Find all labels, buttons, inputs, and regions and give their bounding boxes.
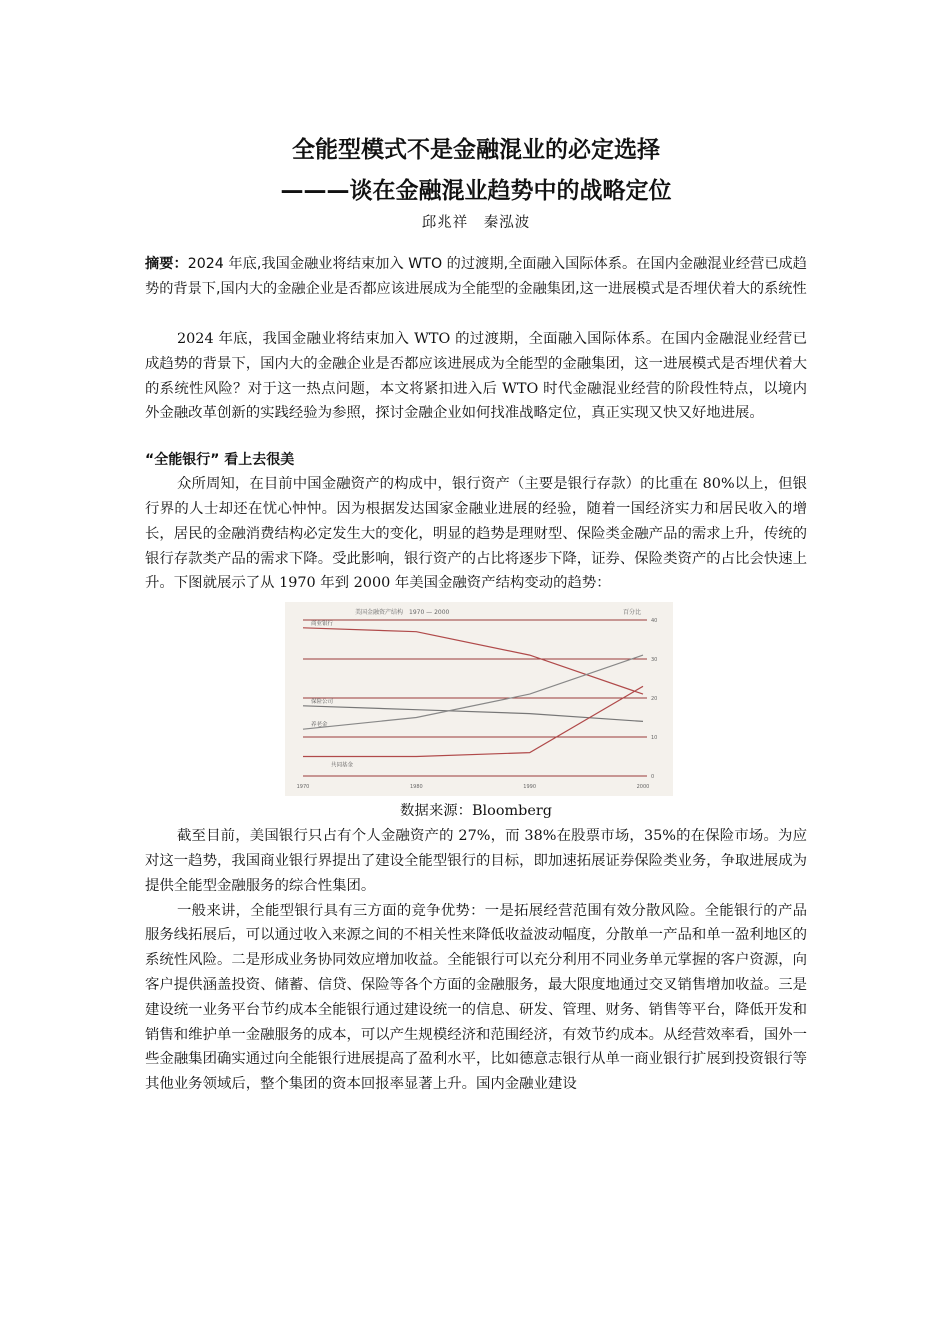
- series-label: 保险公司: [311, 698, 334, 705]
- x-tick-label: 1970: [296, 784, 310, 791]
- paragraph-3: 一般来讲，全能型银行具有三方面的竞争优势：一是拓展经营范围有效分散风险。全能银行的产品服务线拓展后，可以通过收入来源之间的不相关性来降低收益波动幅度，分散单一产品和单一盈利地区的系统性风险。二是形成业务协同效应增加收益。全能银行可以充分利用不同业务单元掌握的客户资源，向客户提供涵盖投资、储蓄、信贷、保险等各个方面的金融服务，最大限度地通过交叉销售增加收益。三是建设统一业务平台节约成本全能银行通过建设统一的信息、研发、管理、财务、销售等平台，降低开发和销售和维护单一金融服务的成本，可以产生规模经济和范围经济，有效节约成本。从经营效率看，国外一些金融集团确实通过向全能银行进展提高了盈利水平，比如德意志银行从单一商业银行扩展到投资银行等其他业务领域后，整个集团的资本回报率显著上升。国内金融业建设: [145, 902, 807, 1093]
- chart-svg: [285, 602, 673, 796]
- document-content: [145, 128, 807, 1097]
- figure-caption: 数据来源：Bloomberg: [400, 803, 552, 820]
- abstract-label: 摘要：: [145, 256, 188, 272]
- authors: 邱兆祥 秦泓波: [421, 215, 531, 231]
- y-tick-label: 10: [651, 735, 658, 742]
- abstract-text: 2024 年底,我国金融业将结束加入 WTO 的过渡期,全面融入国际体系。在国内金融混业经营已成趋势的背景下,国内大的金融企业是否都应该进展成为全能型的金融集团,这一进展模式是否埋伏着大的系统性: [145, 256, 807, 297]
- paragraph-2: 截至目前，美国银行只占有个人金融资产的 27%，而 38%在股票市场，35%的在保险市场。为应对这一趋势，我国商业银行界提出了建设全能型银行的目标，即加速拓展证券保险类业务，争取进展成为提供全能型金融服务的综合性集团。: [145, 828, 807, 894]
- section-heading: “全能银行” 看上去很美: [145, 452, 295, 469]
- page-title: 全能型模式不是金融混业的必定选择: [292, 137, 660, 163]
- chart-unit: 百分比: [623, 609, 642, 617]
- y-tick-label: 40: [651, 618, 658, 625]
- x-tick-label: 1980: [409, 784, 423, 791]
- series-label: 商业银行: [311, 620, 334, 627]
- x-tick-label: 2000: [636, 784, 650, 791]
- series-label: 养老金: [311, 722, 328, 729]
- y-tick-label: 20: [651, 696, 658, 703]
- paragraph-1: 众所周知，在目前中国金融资产的构成中，银行资产（主要是银行存款）的比重在 80%以上，但银行界的人士却还在忧心忡忡。因为根据发达国家金融业进展的经验，随着一国经济实力和居民收入的增长，居民的金融消费结构必定发生大的变化，明显的趋势是理财型、保险类金融产品的需求上升，传统的银行存款类产品的需求下降。受此影响，银行资产的占比将逐步下降，证券、保险类资产的占比会快速上升。下图就展示了从 1970 年到 2000 年美国金融资产结构变动的趋势：: [145, 476, 807, 592]
- x-tick-label: 1990: [523, 784, 537, 791]
- page-subtitle: ———谈在金融混业趋势中的战略定位: [280, 178, 672, 204]
- series-label: 共同基金: [331, 762, 354, 769]
- y-tick-label: 0: [651, 774, 655, 781]
- figure-chart: [285, 602, 673, 796]
- y-tick-label: 30: [651, 657, 658, 664]
- intro-paragraph: 2024 年底，我国金融业将结束加入 WTO 的过渡期，全面融入国际体系。在国内金融混业经营已成趋势的背景下，国内大的金融企业是否都应该进展成为全能型的金融集团，这一进展模式是否埋伏着大的系统性风险？对于这一热点问题，本文将紧扣进入后 WTO 时代金融混业经营的阶段性特点，以境内外金融改革创新的实践经验为参照，探讨金融企业如何找准战略定位，真正实现又快又好地进展。: [145, 331, 807, 422]
- abstract: [145, 252, 807, 301]
- chart-title: 美国金融资产结构 1970 — 2000: [355, 609, 450, 617]
